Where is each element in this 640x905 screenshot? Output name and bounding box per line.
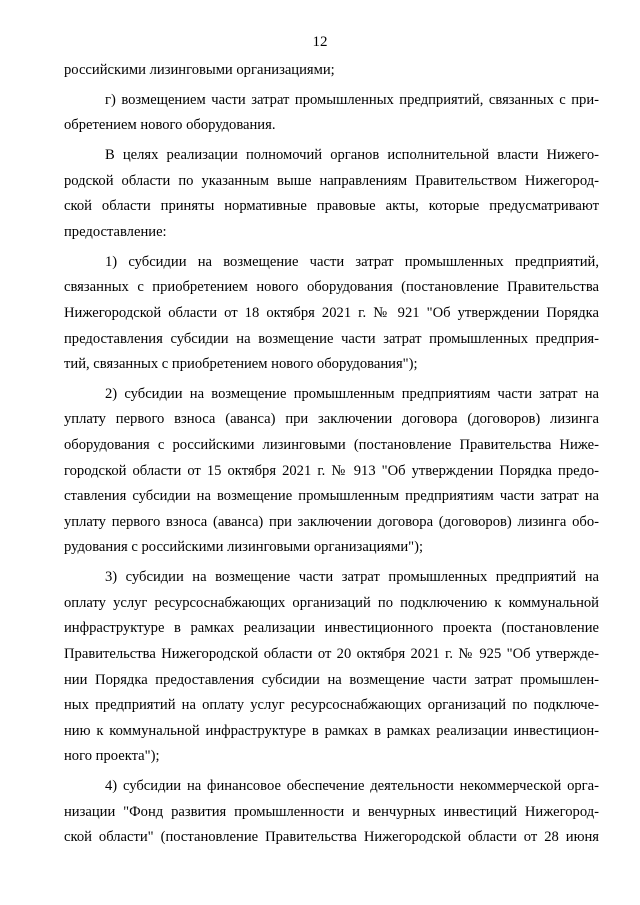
text-line: ской области" (постановление Правительства Нижегородской области от 28 июня (64, 829, 599, 846)
text-line: оплату услуг ресурсоснабжающих организаций по подключению к коммунальной (64, 594, 599, 611)
text-line: ставления субсидии на возмещение промышленным предприятиям части затрат на (64, 488, 599, 505)
text-line: низации "Фонд развития промышленности и венчурных инвестиций Нижегород- (64, 803, 599, 820)
text-line: Нижегородской области от 18 октября 2021 г. № 921 "Об утверждении Порядка (64, 304, 599, 321)
text-line: уплату первого взноса (аванса) при заключении договора (договоров) лизинга обо- (64, 513, 599, 530)
text-line: нии Порядка предоставления субсидии на возмещение части затрат промышлен- (64, 671, 599, 688)
text-line: нию к коммунальной инфраструктуре в рамках в рамках реализации инвестицион- (64, 722, 599, 739)
text-line: ской области приняты нормативные правовые акты, которые предусматривают (64, 198, 599, 215)
paragraph (64, 565, 599, 770)
paragraph (64, 382, 599, 561)
text-line: родской области по указанным выше направлениям Правительством Нижегород- (64, 172, 599, 189)
text-line: уплату первого взноса (аванса) при заключении договора (договоров) лизинга (64, 411, 599, 428)
text-line: 1) субсидии на возмещение части затрат промышленных предприятий, (105, 253, 599, 270)
text-line: городской области от 15 октября 2021 г. № 913 "Об утверждении Порядка предо- (64, 462, 599, 479)
text-line: 4) субсидии на финансовое обеспечение деятельности некоммерческой орга- (105, 778, 599, 795)
text-line: ного проекта"); (64, 748, 160, 765)
text-line: ных предприятий на оплату услуг ресурсоснабжающих организаций по подключе- (64, 697, 599, 714)
paragraph (64, 250, 599, 378)
paragraph (64, 88, 599, 139)
paragraph (64, 774, 599, 851)
document-body (64, 58, 599, 855)
text-line: рудования с российскими лизинговыми организациями"); (64, 539, 424, 556)
text-line: 2) субсидии на возмещение промышленным предприятиям части затрат на (105, 385, 599, 402)
text-line: г) возмещением части затрат промышленных предприятий, связанных с при- (105, 91, 599, 108)
text-line: предоставления субсидии на возмещение части затрат промышленных предприя- (64, 330, 599, 347)
text-line: российскими лизинговыми организациями; (64, 62, 335, 78)
text-line: предоставление: (64, 223, 167, 240)
text-line: Правительства Нижегородской области от 20 октября 2021 г. № 925 "Об утвержде- (64, 646, 599, 662)
text-line: связанных с приобретением нового оборудования (постановление Правительства (64, 279, 599, 296)
text-line: обретением нового оборудования. (64, 117, 276, 134)
paragraph (64, 58, 599, 84)
page-number: 12 (312, 34, 328, 50)
text-line: инфраструктуре в рамках реализации инвестиционного проекта (постановление (64, 620, 599, 637)
text-line: В целях реализации полномочий органов исполнительной власти Нижего- (105, 147, 599, 164)
text-line: 3) субсидии на возмещение части затрат промышленных предприятий на (105, 569, 599, 586)
text-line: оборудования с российскими лизинговыми (постановление Правительства Ниже- (64, 437, 599, 454)
text-line: тий, связанных с приобретением нового оборудования"); (64, 356, 418, 373)
paragraph (64, 143, 599, 245)
